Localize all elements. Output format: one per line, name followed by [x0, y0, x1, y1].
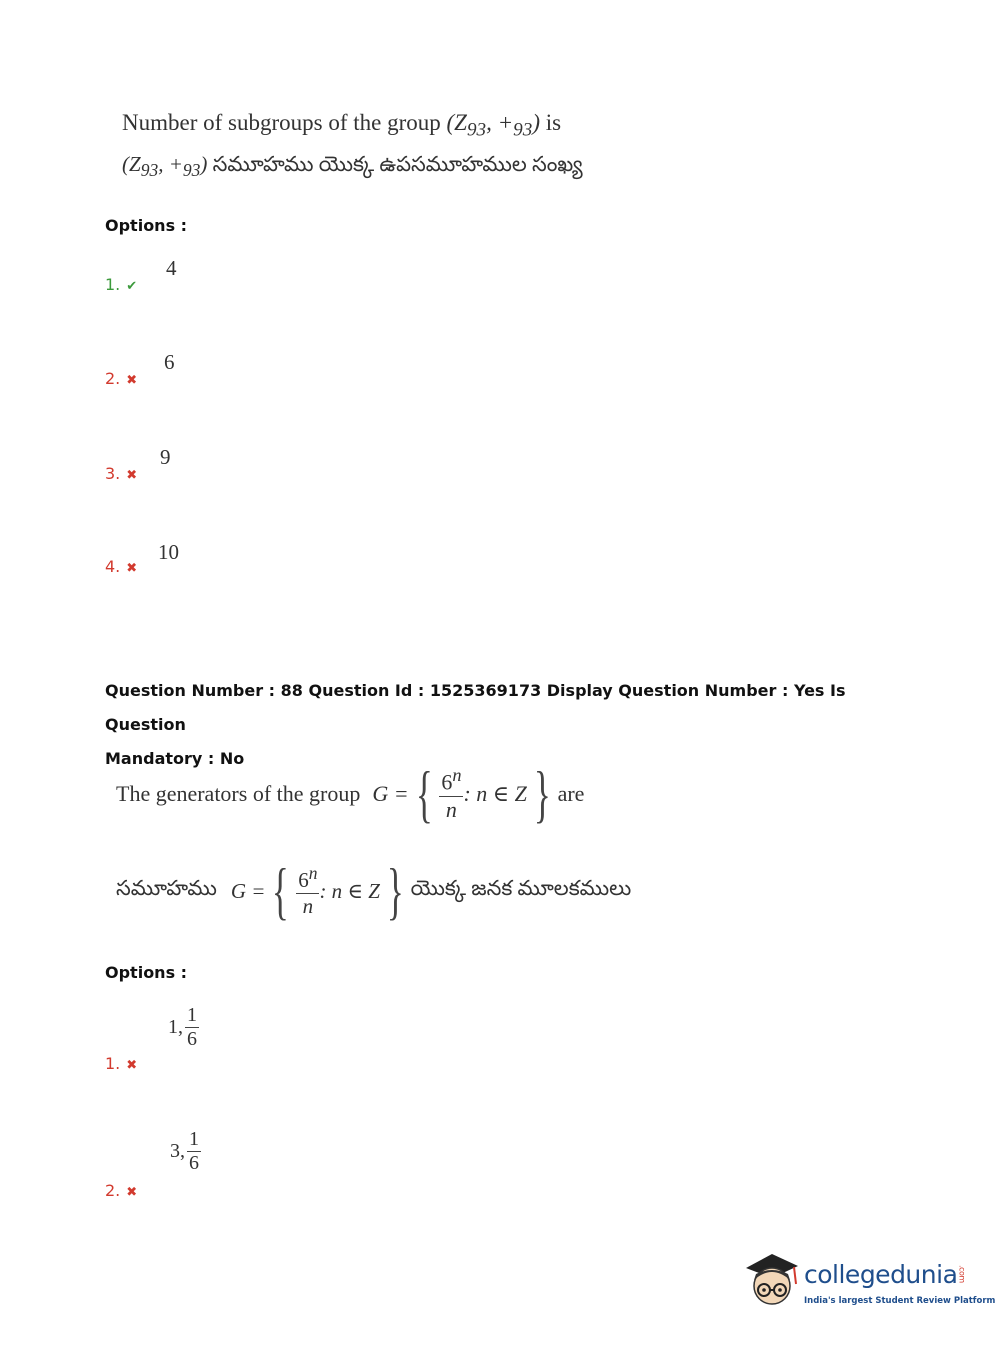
option-88-1[interactable]: 1. ✖ [105, 1054, 138, 1073]
question-88-meta: Question Number : 88 Question Id : 1525369173 Display Question Number : Yes Is Question Mandatory : No [105, 681, 846, 768]
right-brace: } [533, 758, 551, 829]
question-87-text-te: ($Z_{93}$, $+_{93}$) సమూహము యొక్క ఉపసమూహముల సంఖ్య [122, 152, 583, 181]
question-88-text-te: సమూహము G = { $\frac{6^n}{n}$ : n ∈ Z } యొక్క జనక మూలకములు [116, 855, 632, 926]
fraction: $\frac{6^n}{n}$ [441, 765, 462, 822]
option-87-2[interactable]: 2. ✖ [105, 369, 138, 388]
mascot-icon [742, 1250, 804, 1316]
option-87-2-value: 6 [164, 350, 175, 374]
option-87-3-value: 9 [160, 445, 171, 469]
cross-icon: ✖ [126, 1058, 138, 1073]
options-label-88: Options : [105, 963, 188, 982]
cross-icon: ✖ [126, 373, 138, 388]
option-88-2-value: 3, $\frac{1}{6}$ [170, 1128, 199, 1174]
collegedunia-logo [742, 1248, 996, 1318]
option-88-1-value: 1, $\frac{1}{6}$ [168, 1004, 197, 1050]
question-88-text-en: The generators of the group G = { $\frac{6^n}{n}$ : n ∈ Z } are [116, 758, 585, 829]
options-label-87: Options : [105, 216, 188, 235]
option-88-2[interactable]: 2. ✖ [105, 1181, 138, 1200]
option-87-4-value: 10 [158, 540, 179, 564]
cross-icon: ✖ [126, 1185, 138, 1200]
option-87-1-value: 4 [166, 256, 177, 280]
logo-tagline: India's largest Student Review Platform [804, 1296, 996, 1306]
left-brace: { [415, 758, 433, 829]
option-87-1[interactable]: 1. ✔ [105, 275, 138, 294]
check-icon: ✔ [126, 279, 138, 294]
question-87-text-en: Number of subgroups of the group ($Z_{93}$, $+_{93}$) is [122, 110, 562, 141]
option-87-3[interactable]: 3. ✖ [105, 464, 138, 483]
cross-icon: ✖ [126, 561, 138, 576]
cross-icon: ✖ [126, 468, 138, 483]
logo-wordmark: collegedunia.com [804, 1260, 967, 1289]
option-87-4[interactable]: 4. ✖ [105, 557, 138, 576]
group-notation: ($Z_{93}$, $+_{93}$) [446, 110, 540, 141]
